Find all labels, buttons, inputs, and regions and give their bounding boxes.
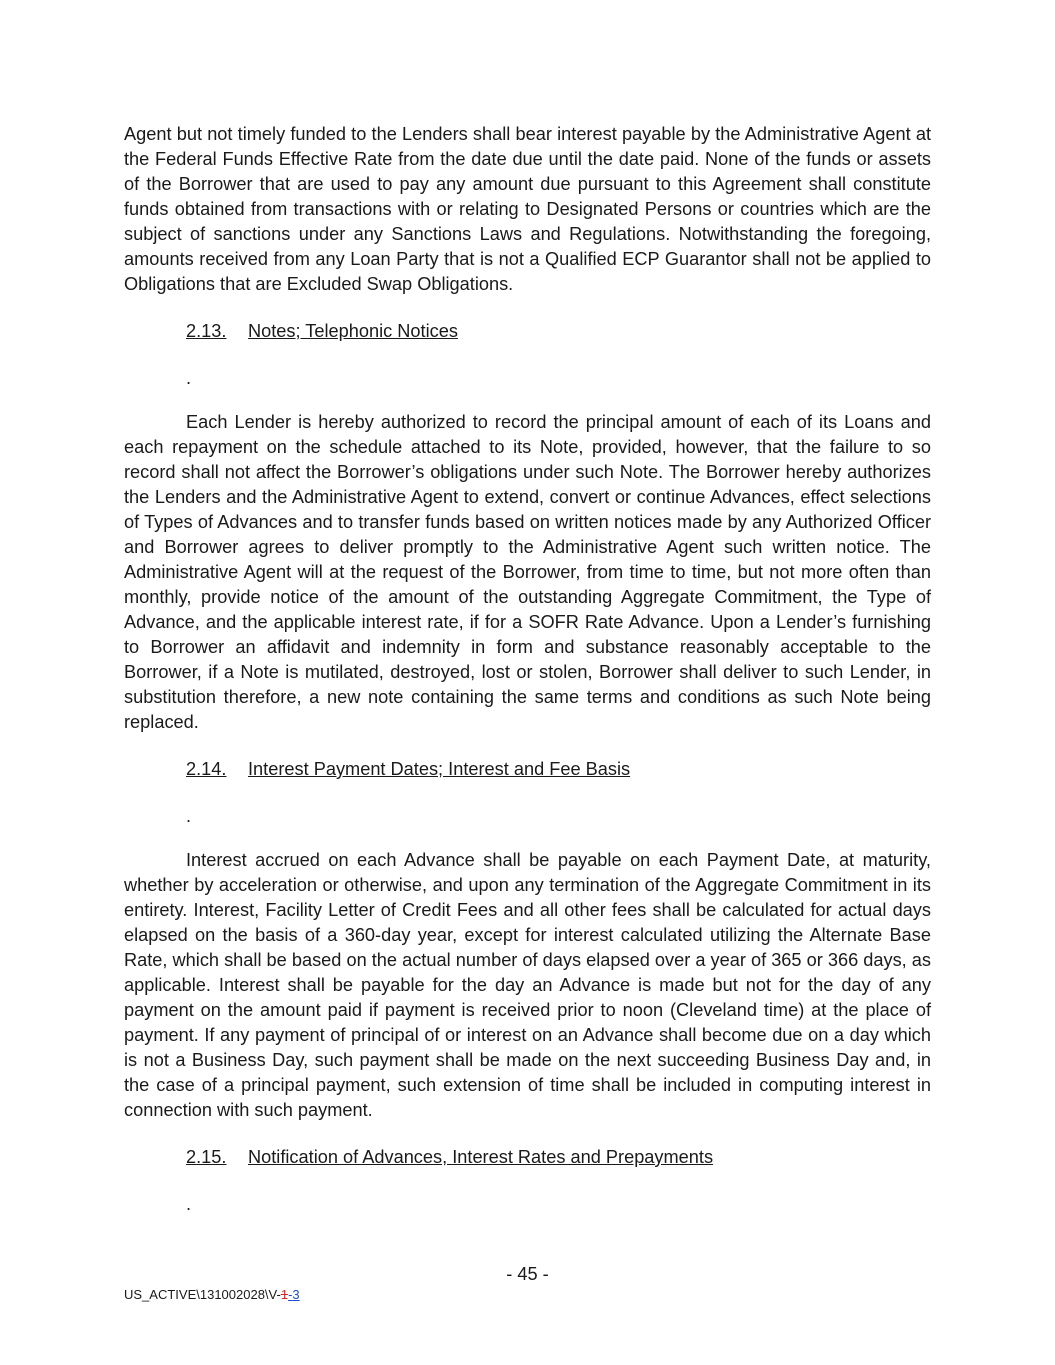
body-paragraph: Agent but not timely funded to the Lenders shall bear interest payable by the Administrative Agent at the Federal Funds Effective Rate from the date due until the date paid. None of the funds or assets of the Borrower that are used to pay any amount due pursuant to this Agreement shall constitute funds obtained from transactions with or relating to Designated Persons or countries which are the subject of sanctions under any Sanctions Laws and Regulations. Notwithstanding the foregoing, amounts received from any Loan Party that is not a Qualified ECP Guarantor shall not be applied to Obligations that are Excluded Swap Obligations. bbox=[124, 124, 931, 294]
section-title: Interest Payment Dates; Interest and Fee Basis bbox=[248, 759, 631, 779]
section-trailing-period: . bbox=[186, 806, 192, 826]
doc-id-separator: - bbox=[288, 1287, 293, 1302]
page-number: - 45 - bbox=[506, 1264, 549, 1284]
section-number: 2.15. bbox=[186, 1147, 227, 1167]
section-heading-2-15 bbox=[186, 1145, 713, 1170]
doc-id-prefix: US_ACTIVE\131002028\V- bbox=[124, 1287, 281, 1302]
section-title: Notification of Advances, Interest Rates and Prepayments bbox=[248, 1147, 714, 1167]
section-trailing-period: . bbox=[186, 368, 192, 388]
section-title: Notes; Telephonic Notices bbox=[248, 321, 458, 341]
doc-id-deleted-revision: 1 bbox=[280, 1287, 289, 1302]
section-heading-2-13 bbox=[186, 319, 458, 344]
section-heading-2-14 bbox=[186, 757, 630, 782]
section-number: 2.13. bbox=[186, 321, 227, 341]
body-paragraph: Each Lender is hereby authorized to record the principal amount of each of its Loans and each repayment on the schedule attached to its Note, provided, however, that the failure to so record shall not affect the Borrower’s obligations under such Note. The Borrower hereby authorizes the Lenders and the Administrative Agent to extend, convert or continue Advances, effect selections of Types of Advances and to transfer funds based on written notices made by any Authorized Officer and Borrower agrees to deliver promptly to the Administrative Agent such written notice. The Administrative Agent will at the request of the Borrower, from time to time, but not more often than monthly, provide notice of the amount of the outstanding Aggregate Commitment, the Type of Advance, and the applicable interest rate, if for a SOFR Rate Advance. Upon a Lender’s furnishing to Borrower an affidavit and indemnity in form and substance reasonably acceptable to the Borrower, if a Note is mutilated, destroyed, lost or stolen, Borrower shall deliver to such Lender, in substitution therefore, a new note containing the same terms and conditions as such Note being replaced. bbox=[124, 412, 931, 732]
body-paragraph: Interest accrued on each Advance shall be payable on each Payment Date, at maturity, whether by acceleration or otherwise, and upon any termination of the Aggregate Commitment in its entirety. Interest, Facility Letter of Credit Fees and all other fees shall be calculated for actual days elapsed on the basis of a 360-day year, except for interest calculated utilizing the Alternate Base Rate, which shall be based on the actual number of days elapsed over a year of 365 or 366 days, as applicable. Interest shall be payable for the day an Advance is made but not for the day of any payment on the amount paid if payment is received prior to noon (Cleveland time) at the place of payment. If any payment of principal of or interest on an Advance shall become due on a day which is not a Business Day, such payment shall be made on the next succeeding Business Day and, in the case of a principal payment, such extension of time shall be included in computing interest in connection with such payment. bbox=[124, 850, 931, 1120]
section-trailing-period: . bbox=[186, 1194, 192, 1214]
document-id-footer bbox=[124, 1286, 300, 1304]
section-number: 2.14. bbox=[186, 759, 227, 779]
doc-id-inserted-revision: 3 bbox=[292, 1287, 300, 1302]
